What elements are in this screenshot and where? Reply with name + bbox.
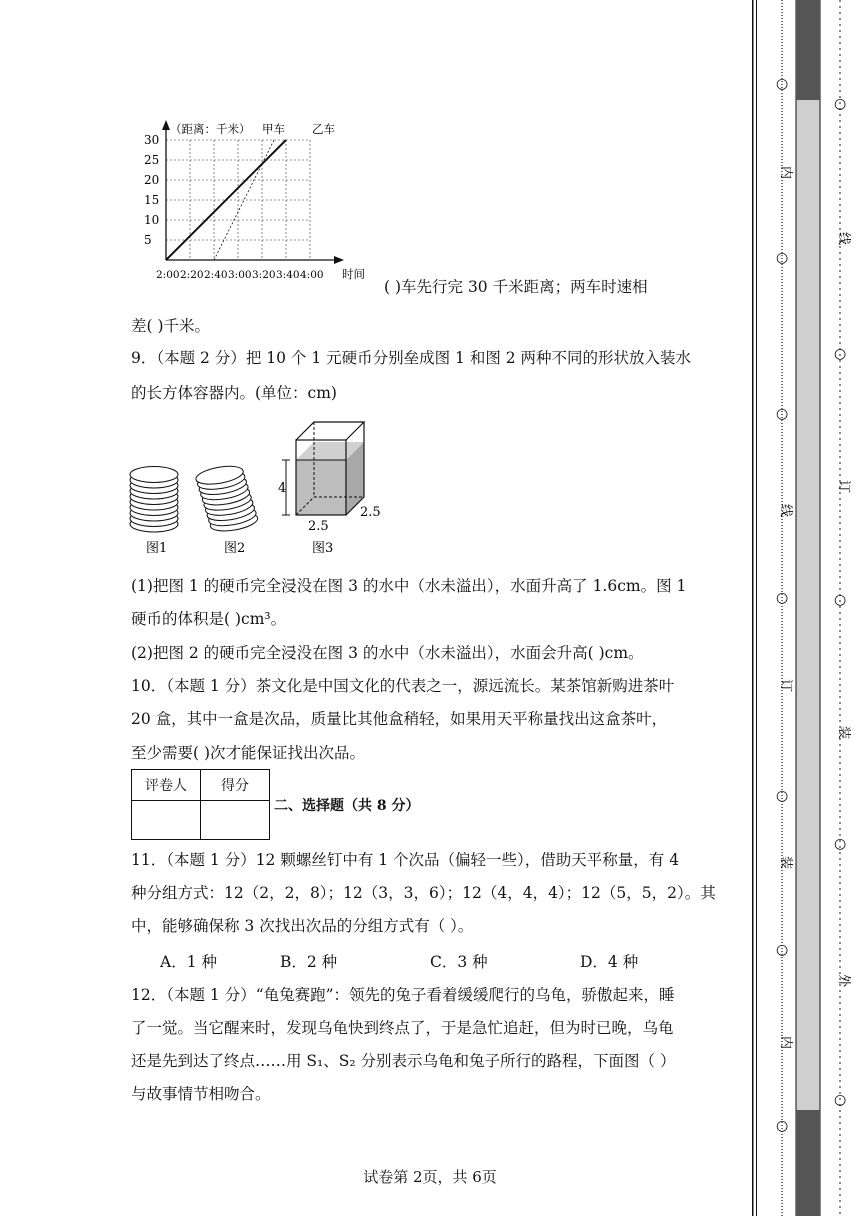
- q12-line4: 与故事情节相吻合。: [131, 1085, 271, 1103]
- option-d[interactable]: D．4 种: [580, 953, 639, 971]
- page-footer: 试卷第 2页，共 6页: [363, 1168, 497, 1186]
- y-tick-label: 30: [144, 133, 160, 147]
- x-tick-label: 3:00: [228, 269, 252, 281]
- y-tick-label: 5: [144, 233, 152, 247]
- fig1-label: 图1: [146, 541, 168, 556]
- x-axis-arrow: [334, 256, 344, 264]
- option-b[interactable]: B．2 种: [280, 953, 338, 971]
- q8-line1: ( )车先行完 30 千米距离；两车时速相: [384, 278, 648, 296]
- margin-circle: ○: [776, 406, 789, 422]
- q12-line1: 12．（本题 1 分）“龟兔赛跑”：领先的兔子看着缓缓爬行的乌龟，骄傲起来，睡: [131, 986, 675, 1004]
- score-header: 得分: [201, 770, 270, 801]
- margin-inner-char: 内: [778, 1036, 793, 1050]
- q9-sub1-line2: 硬币的体积是( )cm³。: [131, 610, 287, 628]
- margin-circle: ○: [776, 76, 789, 92]
- margin-circle: ○: [776, 942, 789, 958]
- x-tick-label: 4:00: [300, 269, 324, 281]
- legend-jia: 甲车: [262, 122, 285, 136]
- dim-height: 4: [278, 481, 287, 496]
- y-tick-label: 20: [144, 173, 160, 187]
- q12-line3: 还是先到达了终点……用 S₁、S₂ 分别表示乌龟和兔子所行的路程，下面图（ ）: [131, 1052, 676, 1070]
- margin-outer-circle: ○: [834, 836, 847, 852]
- coin: [130, 467, 178, 483]
- y-tick-labels: [144, 133, 159, 247]
- margin-outer-circle: ○: [834, 592, 847, 608]
- margin-outer-char: 线: [836, 232, 851, 246]
- x-tick-label: 3:40: [276, 269, 300, 281]
- q9-line1: 9．（本题 2 分）把 10 个 1 元硬币分别垒成图 1 和图 2 两种不同的形状放入装水: [131, 349, 692, 367]
- score-cell[interactable]: [201, 801, 270, 840]
- margin-outer-circle: ○: [834, 346, 847, 362]
- margin-outer-char: 外: [836, 974, 851, 988]
- x-tick-label: 3:20: [252, 269, 276, 281]
- y-tick-label: 10: [144, 213, 160, 227]
- margin-outer-circle: ○: [834, 96, 847, 112]
- binding-margin: [750, 0, 860, 1216]
- x-tick-label: 2:20: [180, 269, 204, 281]
- section-heading: 二、选择题（共 8 分）: [274, 798, 420, 814]
- q9-line2: 的长方体容器内。(单位：cm): [131, 384, 337, 402]
- q10-line1: 10．（本题 1 分）茶文化是中国文化的代表之一，源远流长。某茶馆新购进茶叶: [131, 677, 675, 695]
- margin-outer-circle: ○: [834, 1092, 847, 1108]
- x-tick-label: 2:00: [156, 269, 180, 281]
- margin-circle: ○: [776, 788, 789, 804]
- q9-sub2: (2)把图 2 的硬币完全浸没在图 3 的水中（水未溢出），水面会升高( )cm。: [131, 644, 644, 662]
- margin-circle: ○: [776, 590, 789, 606]
- margin-inner-char: 线: [778, 504, 793, 518]
- q12-line2: 了一觉。当它醒来时，发现乌龟快到终点了，于是急忙追赶，但为时已晚，乌龟: [131, 1019, 674, 1037]
- margin-inner-char: 内: [778, 166, 793, 180]
- q11-line2: 种分组方式：12（2，2，8）；12（3，3，6）；12（4，4，4）；12（5，5，2）。其: [131, 884, 716, 902]
- figure-2-coin-stack: [195, 463, 259, 534]
- grader-cell[interactable]: [132, 801, 201, 840]
- coin-figures: [120, 412, 400, 562]
- legend-yi: 乙车: [312, 122, 335, 136]
- margin-outer-char: 装: [836, 726, 851, 740]
- margin-circle: ○: [776, 1118, 789, 1134]
- distance-time-chart: [140, 118, 380, 288]
- figure-3-container: [278, 422, 381, 534]
- margin-inner-char: 装: [778, 856, 793, 870]
- dim-depth: 2.5: [360, 505, 381, 520]
- fig2-label: 图2: [224, 541, 246, 556]
- q10-line2: 20 盒，其中一盒是次品，质量比其他盒稍轻，如果用天平称量找出这盒茶叶，: [131, 710, 668, 728]
- option-c[interactable]: C．3 种: [430, 953, 488, 971]
- dim-width: 2.5: [308, 519, 329, 534]
- q11-line3: 中，能够确保称 3 次找出次品的分组方式有（ ）。: [131, 917, 474, 935]
- option-a[interactable]: A．1 种: [160, 953, 217, 971]
- x-axis-label: 时间: [342, 267, 365, 281]
- q10-line3: 至少需要( )次才能保证找出次品。: [131, 744, 366, 762]
- y-tick-label: 15: [144, 193, 160, 207]
- chart-grid: [166, 140, 310, 260]
- q9-sub1-line1: (1)把图 1 的硬币完全浸没在图 3 的水中（水未溢出），水面升高了 1.6cm。图 1: [131, 577, 687, 595]
- q8-line2: 差( )千米。: [131, 317, 211, 335]
- grader-header: 评卷人: [132, 770, 201, 801]
- fig3-label: 图3: [312, 541, 334, 556]
- margin-outer-char: 订: [836, 480, 851, 494]
- q11-line1: 11．（本题 1 分）12 颗螺丝钉中有 1 个次品（偏轻一些），借助天平称量，有 4: [131, 851, 680, 869]
- figure-1-coin-stack: [130, 467, 178, 533]
- x-tick-label: 2:40: [204, 269, 228, 281]
- y-axis-arrow: [162, 120, 170, 130]
- x-tick-labels: [156, 269, 324, 281]
- score-table: [131, 769, 270, 840]
- margin-inner-char: 订: [778, 679, 793, 693]
- y-tick-label: 25: [144, 153, 160, 167]
- chart-title: （距离：千米）: [170, 122, 251, 136]
- margin-circle: ○: [776, 250, 789, 266]
